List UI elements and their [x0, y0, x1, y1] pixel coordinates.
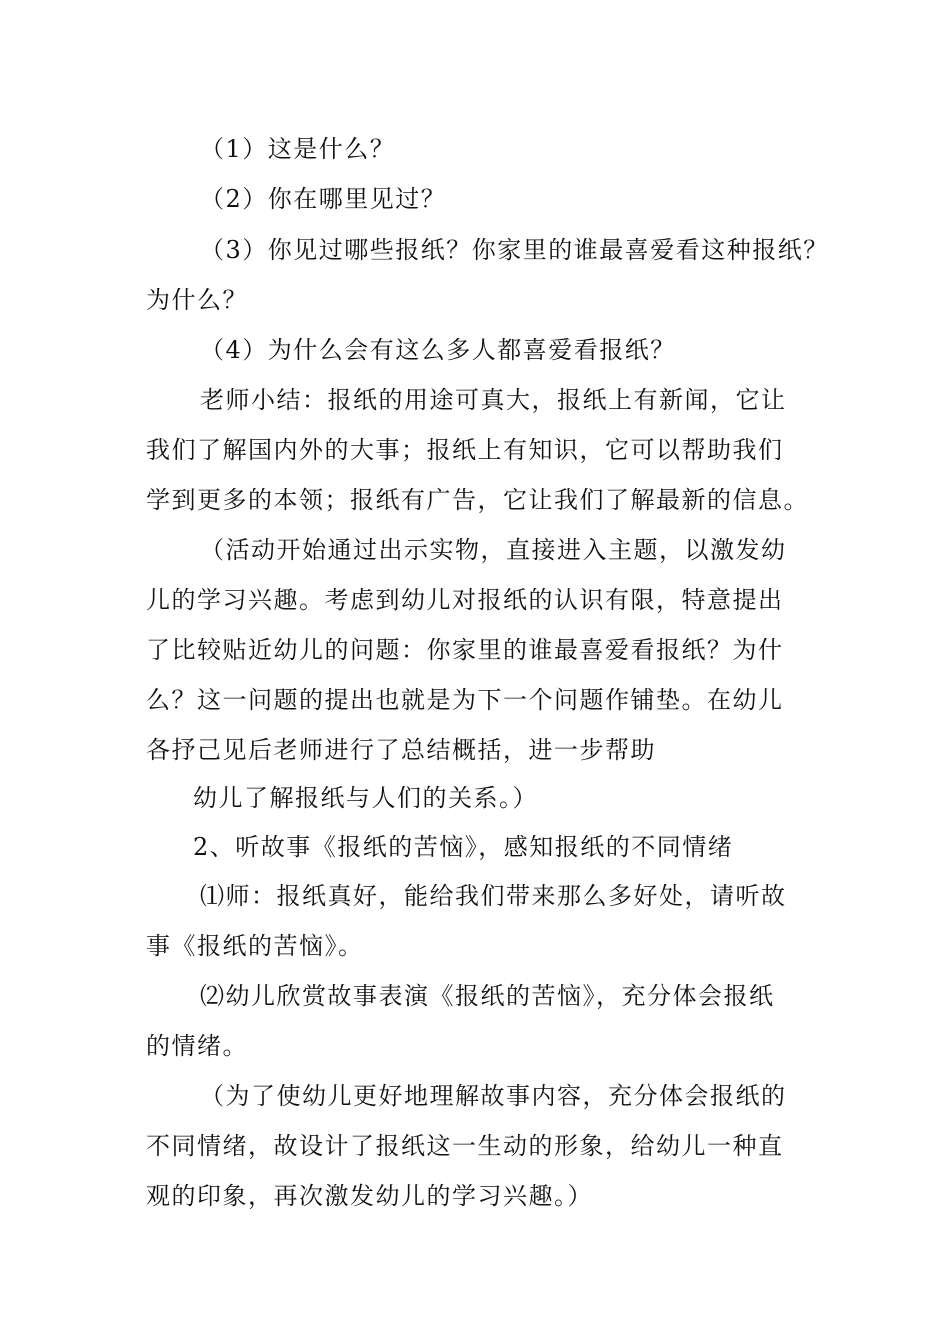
text-line: 不同情绪，故设计了报纸这一生动的形象，给幼儿一种直 — [146, 1132, 784, 1160]
text-line: 学到更多的本领；报纸有广告，它让我们了解最新的信息。 — [146, 486, 809, 514]
text-line: 了比较贴近幼儿的问题：你家里的谁最喜爱看报纸？为什 — [146, 636, 784, 664]
text-line: 幼儿了解报纸与人们的关系。） — [193, 784, 538, 812]
text-line: （4）为什么会有这么多人都喜爱看报纸？ — [200, 336, 676, 364]
text-line: 么？这一问题的提出也就是为下一个问题作铺垫。在幼儿 — [146, 686, 784, 714]
text-line: 2、听故事《报纸的苦恼》，感知报纸的不同情绪 — [193, 833, 734, 861]
text-line: （2）你在哪里见过？ — [200, 185, 447, 213]
text-line: （1）这是什么？ — [200, 135, 396, 163]
text-line: （为了使幼儿更好地理解故事内容，充分体会报纸的 — [200, 1082, 787, 1110]
text-line: ⑵幼儿欣赏故事表演《报纸的苦恼》，充分体会报纸 — [200, 982, 775, 1010]
text-line: 为什么？ — [146, 286, 248, 314]
text-line: 事《报纸的苦恼》。 — [146, 932, 364, 960]
text-line: （活动开始通过出示实物，直接进入主题，以激发幼 — [200, 536, 787, 564]
text-line: 老师小结：报纸的用途可真大，报纸上有新闻，它让 — [200, 386, 787, 414]
text-line: 我们了解国内外的大事；报纸上有知识，它可以帮助我们 — [146, 436, 784, 464]
text-line: （3）你见过哪些报纸？你家里的谁最喜爱看这种报纸？ — [200, 236, 829, 264]
text-line: 儿的学习兴趣。考虑到幼儿对报纸的认识有限，特意提出 — [146, 586, 784, 614]
text-line: ⑴师：报纸真好，能给我们带来那么多好处，请听故 — [200, 882, 787, 910]
text-line: 的情绪。 — [146, 1032, 248, 1060]
text-line: 各抒己见后老师进行了总结概括，进一步帮助 — [146, 736, 656, 764]
text-line: 观的印象，再次激发幼儿的学习兴趣。） — [146, 1182, 593, 1210]
